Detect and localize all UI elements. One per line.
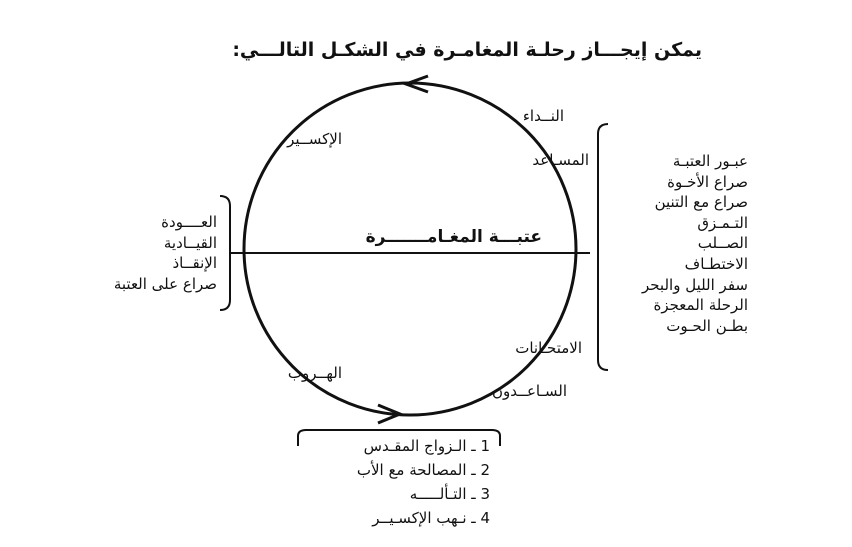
label-elixir: الإكســير: [287, 130, 342, 148]
right-brace: [598, 124, 608, 370]
bottom-list-item: 4 ـ نـهب الإكسـيــر: [372, 509, 490, 527]
bottom-list-item: 2 ـ المصالحة مع الأب: [356, 461, 490, 479]
right-list-item: عبـور العتبـة: [672, 152, 748, 170]
label-helpers: السـاعــدون: [492, 382, 567, 400]
label-helper: المسـاعد: [532, 151, 589, 169]
left-list: [114, 212, 217, 294]
left-list-item: القيــادية: [163, 233, 217, 252]
bottom-list: [357, 434, 490, 530]
right-list-item: صراع مع التنين: [654, 193, 748, 212]
right-list-item: التـمـزق: [697, 213, 748, 232]
right-list-item: بطـن الحـوت: [666, 316, 748, 335]
right-list-item: صراع الأخـوة: [667, 172, 748, 191]
right-list: [642, 151, 748, 336]
label-tests: الامتحـانات: [515, 339, 582, 357]
bottom-list-item: 3 ـ التـألـــــه: [409, 485, 490, 503]
label-call: النــداء: [522, 107, 564, 125]
left-brace: [220, 196, 230, 310]
right-list-item: سفر الليل والبحر: [641, 275, 748, 294]
diagram-title: يمكن إيجـــاز رحلـة المغامـرة في الشكـل التالـــي:: [232, 39, 702, 61]
right-list-item: الصــلب: [697, 234, 748, 253]
label-flight: الهــروب: [287, 364, 342, 382]
left-list-item: صراع على العتبة: [113, 274, 217, 293]
left-list-item: العــــودة: [161, 213, 217, 231]
label-threshold: عتبـــة المغـامـــــــرة: [365, 227, 542, 247]
right-list-item: الرحلة المعجزة: [653, 296, 748, 315]
bottom-list-item: 1 ـ الـزواج المقـدس: [363, 437, 490, 455]
left-list-item: الإنقــاذ: [172, 254, 217, 273]
right-list-item: الاختطـاف: [684, 254, 748, 273]
